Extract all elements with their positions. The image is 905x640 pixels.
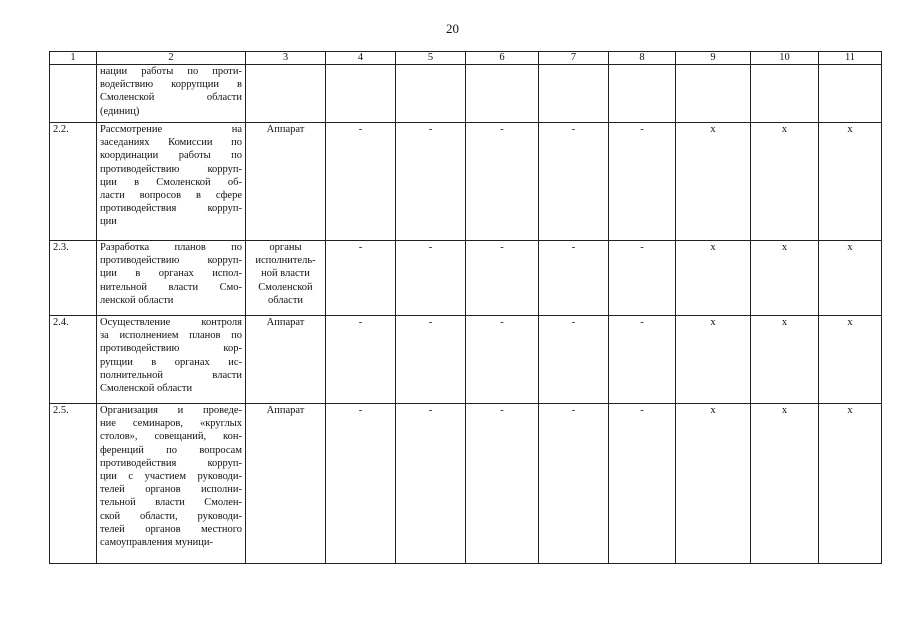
value-cell-col-7 (539, 65, 609, 123)
description-line: нации работы по проти- (100, 66, 242, 77)
description-line: столов», совещаний, кон- (100, 431, 242, 443)
description-line: самоуправления муници- (100, 537, 214, 549)
column-header-9: 9 (676, 52, 751, 65)
description-line: (единиц) (100, 105, 140, 117)
value-cell-col-11 (819, 65, 882, 123)
row-number (50, 65, 97, 123)
description-line: Смоленской области (100, 383, 193, 395)
plan-table (49, 51, 882, 564)
value-cell-col-10: х (751, 241, 819, 316)
executor-line: ной власти (261, 268, 310, 280)
row-number: 2.5. (50, 404, 97, 564)
value-cell-col-10: х (751, 404, 819, 564)
executor-line: исполнитель- (255, 255, 316, 267)
value-cell-col-9 (676, 65, 751, 123)
description-line: ции с участием руководи- (100, 471, 242, 483)
column-header-7: 7 (539, 52, 609, 65)
value-cell-col-4 (326, 65, 396, 123)
value-cell-col-4: - (326, 241, 396, 316)
description-line: противодействия корруп- (100, 457, 242, 469)
page-number: 20 (446, 21, 459, 36)
executor-line: Аппарат (266, 124, 305, 135)
value-cell-col-9: х (676, 241, 751, 316)
value-cell-col-7: - (539, 316, 609, 404)
description-line: противодействию кор- (100, 343, 242, 355)
column-header-1: 1 (50, 52, 97, 65)
value-cell-col-8: - (609, 316, 676, 404)
value-cell-col-5 (396, 65, 466, 123)
description-line: нительной власти Смо- (100, 281, 242, 293)
column-header-5: 5 (396, 52, 466, 65)
description-line: Рассмотрение на (100, 124, 242, 135)
row-description (97, 65, 246, 123)
value-cell-col-8: - (609, 123, 676, 241)
description-line: Разработка планов по (100, 242, 242, 253)
column-header-3: 3 (246, 52, 326, 65)
row-executor (246, 316, 326, 404)
value-cell-col-11: х (819, 404, 882, 564)
value-cell-col-10: х (751, 316, 819, 404)
description-line: Смоленской области (100, 92, 242, 104)
value-cell-col-9: х (676, 123, 751, 241)
row-number: 2.3. (50, 241, 97, 316)
row-executor (246, 123, 326, 241)
table-row (50, 404, 882, 564)
value-cell-col-10: х (751, 123, 819, 241)
column-header-8: 8 (609, 52, 676, 65)
value-cell-col-9: х (676, 316, 751, 404)
description-line: Организация и проведе- (100, 405, 242, 416)
description-line: противодействия корруп- (100, 203, 242, 215)
table-row (50, 65, 882, 123)
executor-line: области (267, 294, 304, 306)
description-line: ласти вопросов в сфере (100, 190, 242, 202)
column-header-11: 11 (819, 52, 882, 65)
row-executor (246, 404, 326, 564)
value-cell-col-11: х (819, 241, 882, 316)
table-row (50, 316, 882, 404)
value-cell-col-9: х (676, 404, 751, 564)
description-line: ской области, руководи- (100, 510, 242, 522)
row-number: 2.4. (50, 316, 97, 404)
table-row (50, 241, 882, 316)
value-cell-col-5: - (396, 316, 466, 404)
description-line: противодействию корруп- (100, 255, 242, 267)
description-line: телей органов местного (100, 523, 242, 535)
value-cell-col-7: - (539, 123, 609, 241)
value-cell-col-6: - (466, 404, 539, 564)
value-cell-col-11: х (819, 316, 882, 404)
value-cell-col-8: - (609, 241, 676, 316)
value-cell-col-5: - (396, 123, 466, 241)
executor-line: Аппарат (266, 317, 305, 328)
row-executor (246, 241, 326, 316)
value-cell-col-6 (466, 65, 539, 123)
header-row (50, 52, 882, 65)
description-line: ференций по вопросам (100, 444, 242, 456)
value-cell-col-4: - (326, 316, 396, 404)
description-line: ции в Смоленской об- (100, 176, 242, 188)
value-cell-col-6: - (466, 123, 539, 241)
description-line: Осуществление контроля (100, 317, 242, 328)
value-cell-col-8: - (609, 404, 676, 564)
value-cell-col-8 (609, 65, 676, 123)
value-cell-col-6: - (466, 241, 539, 316)
value-cell-col-6: - (466, 316, 539, 404)
row-number: 2.2. (50, 123, 97, 241)
description-line: ние семинаров, «круглых (100, 418, 242, 430)
description-line: рупции в органах ис- (100, 356, 242, 368)
value-cell-col-4: - (326, 123, 396, 241)
column-header-4: 4 (326, 52, 396, 65)
column-header-10: 10 (751, 52, 819, 65)
description-line: за исполнением планов по (100, 330, 242, 342)
description-line: противодействию корруп- (100, 163, 242, 175)
description-line: полнительной власти (100, 369, 242, 381)
column-header-6: 6 (466, 52, 539, 65)
row-description (97, 241, 246, 316)
executor-line: органы (269, 242, 302, 253)
description-line: телей органов исполни- (100, 484, 242, 496)
row-description (97, 316, 246, 404)
description-line: тельной власти Смолен- (100, 497, 242, 509)
description-line: заседаниях Комиссии по (100, 137, 242, 149)
executor-line: Аппарат (266, 405, 305, 416)
description-line: ции (100, 216, 117, 228)
description-line: ции в органах испол- (100, 268, 242, 280)
row-description (97, 404, 246, 564)
value-cell-col-5: - (396, 241, 466, 316)
executor-line: Смоленской (258, 281, 313, 293)
row-description (97, 123, 246, 241)
column-header-2: 2 (97, 52, 246, 65)
value-cell-col-10 (751, 65, 819, 123)
description-line: ленской области (100, 294, 174, 306)
table-row (50, 123, 882, 241)
description-line: водействию коррупции в (100, 79, 242, 91)
value-cell-col-7: - (539, 404, 609, 564)
value-cell-col-11: х (819, 123, 882, 241)
row-executor (246, 65, 326, 123)
value-cell-col-7: - (539, 241, 609, 316)
description-line: координации работы по (100, 150, 242, 162)
value-cell-col-4: - (326, 404, 396, 564)
value-cell-col-5: - (396, 404, 466, 564)
